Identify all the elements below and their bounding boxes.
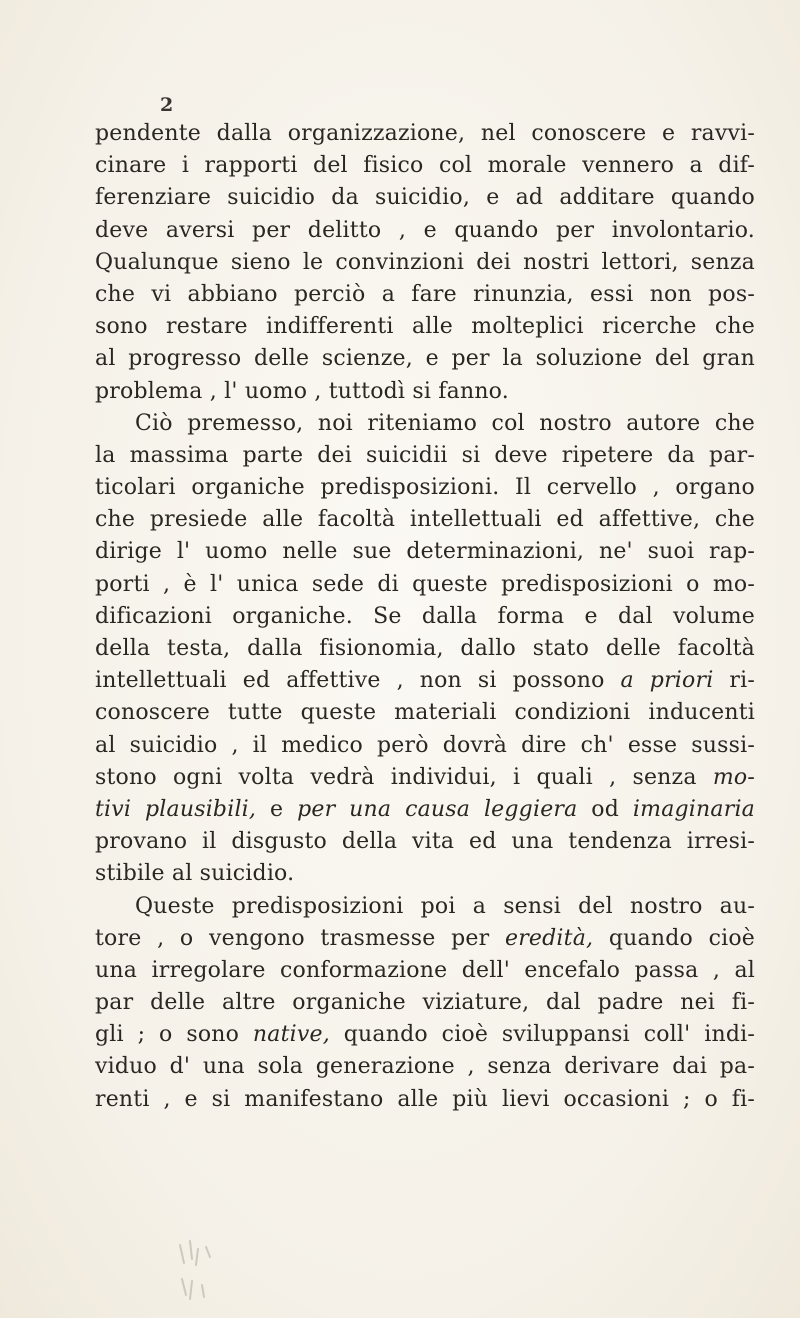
text-line: della testa, dalla fisionomia, dallo stato delle facoltà bbox=[95, 636, 755, 661]
text-line: tore , o vengono trasmesse per eredità, quando cioè bbox=[95, 925, 756, 951]
text-line: stibile al suicidio. bbox=[95, 861, 295, 887]
text-line: conoscere tutte queste materiali condizioni inducenti bbox=[95, 700, 755, 726]
text-line: che vi abbiano perciò a fare rinunzia, essi non pos- bbox=[95, 281, 755, 307]
page-number: 2 bbox=[160, 94, 174, 116]
text-line: ticolari organiche predisposizioni. Il cervello , organo bbox=[95, 475, 755, 501]
text-line: pendente dalla organizzazione, nel conoscere e ravvi- bbox=[95, 121, 755, 146]
text-line: al suicidio , il medico però dovrà dire ch' esse sussi- bbox=[95, 732, 755, 758]
text-line: tivi plausibili, e per una causa leggiera od imaginaria bbox=[95, 796, 755, 822]
text-line: problema , l' uomo , tuttodì si fanno. bbox=[95, 378, 509, 404]
text-line: renti , e si manifestano alle più lievi occasioni ; o fi- bbox=[95, 1086, 755, 1112]
text-line: par delle altre organiche viziature, dal padre nei fi- bbox=[95, 990, 755, 1016]
text-line: deve aversi per delitto , e quando per involontario. bbox=[95, 217, 755, 243]
text-line: Qualunque sieno le convinzioni dei nostri lettori, senza bbox=[95, 249, 755, 275]
text-line: viduo d' una sola generazione , senza derivare dai pa- bbox=[95, 1054, 755, 1080]
text-line: porti , è l' unica sede di queste predisposizioni o mo- bbox=[95, 571, 755, 597]
text-line: che presiede alle facoltà intellettuali ed affettive, che bbox=[95, 507, 755, 533]
text-line: provano il disgusto della vita ed una tendenza irresi- bbox=[95, 829, 755, 855]
paragraph-1 bbox=[95, 118, 755, 408]
text-line: ferenziare suicidio da suicidio, e ad additare quando bbox=[95, 185, 755, 211]
text-line: cinare i rapporti del fisico col morale vennero a dif- bbox=[95, 153, 755, 179]
text-line: Queste predisposizioni poi a sensi del nostro au- bbox=[135, 893, 755, 919]
text-line: la massima parte dei suicidii si deve ripetere da par- bbox=[95, 442, 755, 468]
paragraph-3 bbox=[95, 891, 755, 1116]
text-line: Ciò premesso, noi riteniamo col nostro autore che bbox=[135, 410, 755, 436]
text-line: intellettuali ed affettive , non si possono a priori ri- bbox=[95, 668, 755, 694]
text-line: sono restare indifferenti alle molteplici ricerche che bbox=[95, 314, 755, 340]
body-text bbox=[95, 118, 755, 1116]
paragraph-2 bbox=[95, 408, 755, 891]
text-line: una irregolare conformazione dell' encefalo passa , al bbox=[95, 957, 755, 983]
text-line: dirige l' uomo nelle sue determinazioni, ne' suoi rap- bbox=[95, 539, 755, 565]
ink-smudge-mark bbox=[172, 1235, 232, 1305]
text-line: stono ogni volta vedrà individui, i quali , senza mo- bbox=[95, 764, 755, 790]
text-line: al progresso delle scienze, e per la soluzione del gran bbox=[95, 346, 755, 372]
text-line: gli ; o sono native, quando cioè sviluppansi coll' indi- bbox=[95, 1022, 755, 1048]
text-line: dificazioni organiche. Se dalla forma e dal volume bbox=[95, 603, 755, 629]
